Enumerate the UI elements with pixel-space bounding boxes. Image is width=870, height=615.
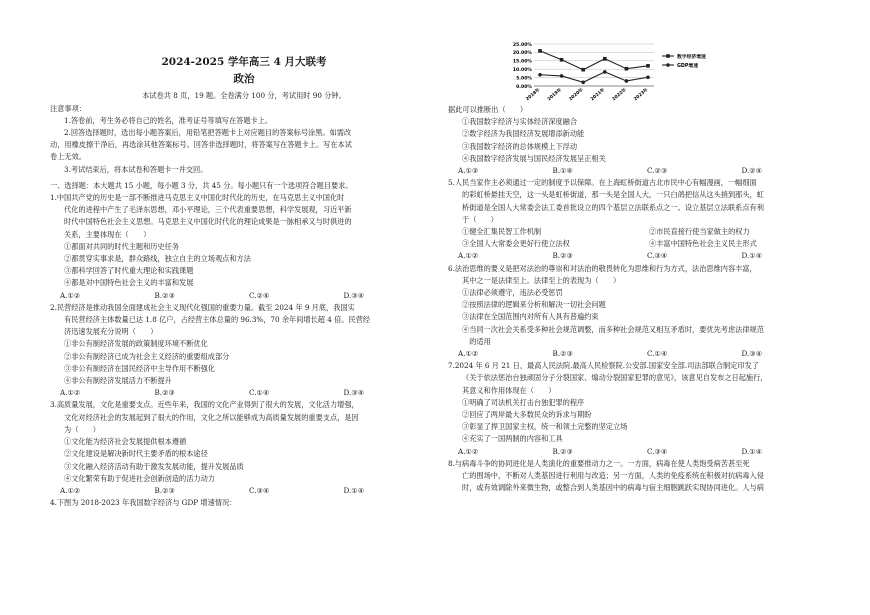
q8-stem: 时，或有效调除外来微生物，或整合到人类基因中的病毒与宿主细胞跳跃实现协同进化。人与病: [462, 483, 764, 493]
q3-option: ①文化能为经济社会发展提供根本遵循: [64, 437, 187, 447]
data-point: [538, 73, 542, 77]
answer-c[interactable]: C.②③: [647, 166, 668, 176]
y-tick-label: 20.00%: [512, 51, 532, 57]
q5-stem: 于（ ）: [462, 214, 498, 224]
q6-option: ③法律在全国范围内对所有人具有普遍约束: [462, 312, 599, 322]
q2-option: ②非公有制经济已成为社会主义经济的重要组成部分: [64, 351, 230, 361]
left-column: [50, 0, 438, 509]
q4-option: ③我国数字经济的总体规模上下浮动: [462, 141, 578, 151]
data-point: [560, 74, 564, 78]
q6-stem: 其中之一是法律至上。法律至上的表现为（ ）: [462, 275, 621, 285]
notes-heading: 注意事项：: [50, 103, 86, 113]
q3-option: ②文化建设是解决新时代主要矛盾的根本途径: [64, 449, 208, 459]
q3-stem: 文化对经济社会的发展起到了很大的作用，文化之所以能够成为高质量发展的重要支点，是因: [64, 412, 359, 422]
question-8: [448, 458, 836, 495]
data-point: [560, 58, 564, 62]
answer-d[interactable]: D.①④: [741, 251, 763, 261]
series-line-1: [540, 51, 648, 70]
y-tick-label: 15.00%: [512, 59, 532, 65]
q8-stem: 亡的围场中，不断对人类基因进行利用与改造；另一方面，人类的免疫系统在积极对抗病毒入侵: [462, 471, 764, 481]
q5-answers: [448, 250, 836, 262]
answer-b[interactable]: B.②③: [552, 446, 573, 456]
x-tick-label: 2020年: [568, 87, 585, 102]
q5-stem: 桥街道是全国人大常委会法工委首批设立的四个基层立法联系点之一。设立基层立法联系点有利: [462, 202, 764, 212]
q1-option: ④都是对中国特色社会主义的丰富和发展: [64, 278, 194, 288]
answer-d[interactable]: D.③④: [741, 349, 763, 359]
q2-option: ④非公有制经济发展活力不断提升: [64, 376, 172, 386]
legend-marker: [666, 63, 670, 67]
data-point: [581, 68, 585, 72]
data-point: [581, 81, 585, 85]
answer-a[interactable]: A.①②: [458, 349, 479, 359]
q7-option: ④充实了一国两制的内容和工具: [462, 434, 563, 444]
q3-option: ③文化融入经济活动有助于激发发展动能，提升发展品质: [64, 461, 244, 471]
legend-label: GDP增速: [677, 63, 699, 69]
q2-option: ①非公有制经济发展的政策制度环境不断优化: [64, 339, 208, 349]
answer-c[interactable]: C.③④: [249, 485, 270, 495]
q3-stem: 为（ ）: [64, 424, 100, 434]
q5-option: ④丰富中国特色社会主义民主形式: [649, 239, 757, 249]
q4-option: ②数字经济为我国经济发展增添新动能: [462, 129, 585, 139]
q5-option: ③全国人大常委会更好行使立法权: [462, 239, 570, 249]
x-tick-label: 2019年: [546, 87, 563, 102]
answer-a[interactable]: A.①②: [60, 485, 81, 495]
q2-answers: [50, 387, 438, 399]
note-line: 2.回答选择题时，选出每小题答案后，用铅笔把答题卡上对应题目的答案标号涂黑。如需改: [64, 128, 352, 138]
answer-b[interactable]: B.②③: [552, 349, 573, 359]
question-7: [448, 360, 836, 458]
q6-option: 的适用: [462, 336, 491, 346]
q3-answers: [50, 485, 438, 497]
question-2: [50, 302, 438, 400]
q4-option: ①我国数字经济与实体经济深度融合: [462, 117, 578, 127]
y-tick-label: 10.00%: [512, 68, 532, 73]
data-point: [603, 57, 607, 61]
answer-a[interactable]: A.①②: [60, 290, 81, 300]
note-line: 1.答卷前，考生务必将自己的姓名，准考证号等填写在答题卡上。: [64, 115, 273, 125]
exam-info: 本试卷共 8 页，19 题。全卷满分 100 分，考试用时 90 分钟。: [142, 91, 346, 101]
q1-stem: 关系，主要体现在（ ）: [64, 229, 151, 239]
answer-c[interactable]: C.①④: [249, 388, 270, 398]
legend-label: 数字经济增速: [677, 54, 706, 60]
q6-answers: [448, 348, 836, 360]
answer-c[interactable]: C.③④: [647, 251, 668, 261]
legend-marker: [666, 54, 670, 58]
q7-stem: 7.2024 年 6 月 21 日，最高人民法院.最高人民检察院.公安部.国家安全部.司法部联合制定印发了: [448, 361, 759, 371]
y-tick-label: 0.00%: [516, 84, 532, 90]
answer-d[interactable]: D.①④: [343, 485, 365, 495]
q3-option: ④文化繁荣有助于促进社会创新创造的活力动力: [64, 473, 215, 483]
answer-b[interactable]: B.②③: [154, 485, 175, 495]
chart-container: [504, 40, 724, 102]
q7-option: ②回应了两岸最大多数民众的诉求与期盼: [462, 410, 592, 420]
q6-option: ④当同一次社会关系受多种社会规范调整，而多种社会规范又相互矛盾时，要优先考虑法律规范: [462, 324, 764, 334]
answer-d[interactable]: D.③④: [343, 290, 365, 300]
q1-option: ①都面对共同的时代主题和历史任务: [64, 241, 180, 251]
q2-stem: 济迅速发展充分说明（ ）: [64, 327, 158, 337]
y-tick-label: 25.00%: [512, 42, 532, 48]
q5-option: ②市民直接行使当家做主的权力: [649, 227, 750, 237]
q6-option: ①法律必须遵守，违法必受惩罚: [462, 288, 563, 298]
x-tick-label: 2022年: [611, 87, 628, 102]
q1-stem: 1.中国共产党的历史是一部不断推进马克思主义中国化时代化的历史，在马克思主义中国化时: [50, 193, 345, 203]
q7-option: ①明确了司法机关打击台独犯罪的程序: [462, 397, 585, 407]
question-3: [50, 399, 438, 497]
section-heading: 一、选择题：本大题共 15 小题，每小题 3 分，共 45 分。每小题只有一个选项符合题目要求。: [50, 180, 353, 190]
data-point: [625, 79, 629, 83]
q1-stem: 时代中国特色社会主义思想。马克思主义中国化时代化的理论成果是一脉相承又与时俱进的: [64, 217, 352, 227]
q8-stem: 8.与病毒斗争的协同进化是人类演化的重要推动力之一。一方面，病毒在使人类饱受病苦甚至死: [448, 458, 750, 468]
answer-b[interactable]: B.②③: [154, 388, 175, 398]
q6-option: ②按照法律的逻辑来分析和解决一切社会问题: [462, 300, 606, 310]
subject-title: 政治: [233, 73, 255, 86]
x-tick-label: 2021年: [590, 87, 607, 102]
q4-lead: 据此可以推断出（ ）: [448, 105, 528, 114]
data-point: [625, 67, 629, 71]
y-tick-label: 5.00%: [516, 76, 532, 82]
data-point: [646, 75, 650, 79]
q1-option: ②都贯穿实事求是，群众路线，独立自主的立场观点和方法: [64, 254, 251, 264]
q6-stem: 6.法治思维的要义是把对法治的尊崇和对法治的敬畏转化为思维和行为方式，法治思维内容丰富，: [448, 263, 757, 273]
q5-stem: 5.人民当家作主必须通过一定的制度予以保障。在上海虹桥街道古北市民中心有幅漫画，一幅细面: [448, 178, 757, 188]
answer-b[interactable]: B.②③: [552, 251, 573, 261]
data-point: [603, 70, 607, 74]
answer-d[interactable]: D.②④: [741, 166, 763, 176]
q1-option: ③都科学回答了时代重大理论和实践课题: [64, 266, 194, 276]
answer-c[interactable]: C.①④: [647, 349, 668, 359]
answer-a[interactable]: A.①③: [458, 166, 479, 176]
q7-answers: [448, 446, 836, 458]
q7-option: ③彰显了捍卫国家主权，统一和领土完整的坚定立场: [462, 422, 628, 432]
q5-option: ①健全汇集民智工作机制: [462, 227, 542, 237]
digital-economy-gdp-chart: [504, 40, 724, 102]
series-line-2: [540, 72, 648, 82]
exam-title: 2024-2025 学年高三 4 月大联考: [161, 56, 327, 68]
q4-stem: 4.下图为 2018-2023 年我国数字经济与 GDP 增速情况：: [50, 498, 237, 508]
x-tick-label: 2023年: [633, 87, 650, 102]
q1-answers: [50, 290, 438, 302]
note-line: 3.考试结束后，将本试卷和答题卡一并交回。: [64, 164, 208, 174]
data-point: [646, 64, 650, 68]
question-1: [50, 192, 438, 302]
q2-stem: 有民营经济主体数量已达 1.8 亿户，占经营主体总量的 96.3%，70 余年间增长超 4 倍。民营经: [64, 315, 371, 325]
q7-stem: 《关于依法惩治台独顽固分子分裂国家、煽动分裂国家犯罪的意见》，该意见自发布之日起施行，: [462, 373, 768, 383]
q1-stem: 代化的进程中产生了毛泽东思想，邓小平理论，三个代表重要思想，科学发展观，习近平新: [64, 205, 352, 215]
answer-a[interactable]: A.①②: [458, 446, 479, 456]
q2-stem: 2.民营经济是推动我国全面建成社会主义现代化强国的重要力量。截至 2024 年 9 月底，我国实: [50, 302, 355, 312]
x-tick-label: 2018年: [525, 87, 542, 102]
answer-c[interactable]: C.③④: [647, 446, 668, 456]
answer-a[interactable]: A.①②: [458, 251, 479, 261]
q5-stem: 的彩虹桥悬挂天空，这一头是虹桥街道，那一头是全国人大，一只白鸽把信从这头捎到那头，虹: [462, 190, 764, 200]
q2-option: ③非公有制经济在国民经济中主导作用不断强化: [64, 363, 215, 373]
q4-option: ④我国数字经济发展与国民经济发展呈正相关: [462, 153, 606, 163]
q4-answers: [448, 165, 836, 177]
answer-d[interactable]: D.③④: [343, 388, 365, 398]
question-5: [448, 177, 836, 262]
data-point: [538, 49, 542, 53]
note-line: 卷上无效。: [50, 152, 86, 162]
answer-c[interactable]: C.②④: [249, 290, 270, 300]
note-line: 动，用橡皮擦干净后，再选涂其他答案标号。回答非选择题时，将答案写在答题卡上。写在本试: [50, 140, 352, 150]
answer-d[interactable]: D.①④: [741, 446, 763, 456]
answer-b[interactable]: B.②③: [154, 290, 175, 300]
answer-b[interactable]: B.①④: [552, 166, 573, 176]
q7-stem: 其意义和作用体现在（ ）: [462, 385, 556, 395]
right-column: [448, 0, 836, 495]
question-6: [448, 263, 836, 361]
q3-stem: 3.高质量发展，文化是重要支点。近些年来，我国的文化产业得到了很大的发展，文化活力增强，: [50, 400, 359, 410]
answer-a[interactable]: A.①②: [60, 388, 81, 398]
